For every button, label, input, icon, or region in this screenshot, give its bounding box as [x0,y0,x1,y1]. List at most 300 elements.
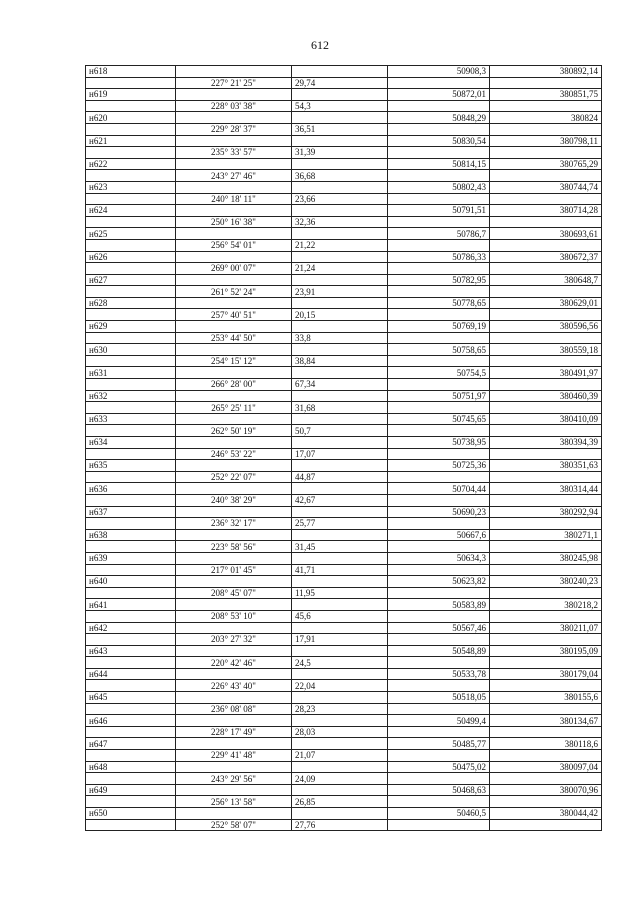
empty-cell [490,657,602,669]
empty-cell [490,402,602,414]
point-row [86,321,602,333]
empty-cell [292,437,388,449]
empty-cell [490,541,602,553]
direction-angle: 229° 28' 37" [176,123,292,135]
empty-cell [292,89,388,101]
segment-row [86,750,602,762]
point-name: н639 [86,552,176,564]
point-row [86,761,602,773]
segment-length: 17,91 [292,634,388,646]
empty-cell [176,274,292,286]
point-row [86,89,602,101]
point-row [86,297,602,309]
empty-cell [490,819,602,831]
point-x: 50667,6 [388,529,490,541]
point-row [86,715,602,727]
empty-cell [176,344,292,356]
empty-cell [490,494,602,506]
point-row [86,599,602,611]
segment-length: 20,15 [292,309,388,321]
point-name: н642 [86,622,176,634]
empty-cell [388,726,490,738]
direction-angle: 243° 27' 46" [176,170,292,182]
empty-cell [292,483,388,495]
empty-cell [176,576,292,588]
empty-cell [388,703,490,715]
point-y: 380195,09 [490,645,602,657]
empty-cell [86,402,176,414]
empty-cell [388,541,490,553]
point-row [86,529,602,541]
empty-cell [490,216,602,228]
segment-length: 17,07 [292,448,388,460]
empty-cell [86,309,176,321]
empty-cell [292,784,388,796]
segment-length: 21,07 [292,750,388,762]
point-row [86,367,602,379]
empty-cell [292,367,388,379]
segment-row [86,448,602,460]
point-name: н634 [86,437,176,449]
point-name: н635 [86,460,176,472]
segment-row [86,634,602,646]
segment-row [86,610,602,622]
empty-cell [176,808,292,820]
empty-cell [490,726,602,738]
point-x: 50814,15 [388,158,490,170]
empty-cell [292,181,388,193]
point-row [86,181,602,193]
empty-cell [292,205,388,217]
point-y: 380596,56 [490,321,602,333]
empty-cell [176,599,292,611]
point-y: 380714,28 [490,205,602,217]
point-name: н628 [86,297,176,309]
empty-cell [292,135,388,147]
point-y: 380648,7 [490,274,602,286]
segment-row [86,518,602,530]
empty-cell [490,471,602,483]
empty-cell [490,518,602,530]
direction-angle: 223° 58' 56" [176,541,292,553]
point-name: н637 [86,506,176,518]
point-name: н640 [86,576,176,588]
point-x: 50567,46 [388,622,490,634]
empty-cell [176,529,292,541]
empty-cell [388,286,490,298]
empty-cell [388,170,490,182]
empty-cell [388,634,490,646]
direction-angle: 262° 50' 19" [176,425,292,437]
empty-cell [490,796,602,808]
empty-cell [176,437,292,449]
point-name: н619 [86,89,176,101]
point-row [86,228,602,240]
point-x: 50745,65 [388,413,490,425]
point-x: 50475,02 [388,761,490,773]
point-name: н623 [86,181,176,193]
empty-cell [490,610,602,622]
segment-length: 50,7 [292,425,388,437]
empty-cell [86,170,176,182]
point-x: 50518,05 [388,692,490,704]
empty-cell [388,494,490,506]
point-x: 50758,65 [388,344,490,356]
point-row [86,622,602,634]
point-row [86,483,602,495]
empty-cell [388,773,490,785]
point-name: н636 [86,483,176,495]
empty-cell [292,460,388,472]
empty-cell [490,355,602,367]
empty-cell [292,599,388,611]
point-name: н645 [86,692,176,704]
empty-cell [176,251,292,263]
point-y: 380693,61 [490,228,602,240]
point-row [86,390,602,402]
empty-cell [86,286,176,298]
point-y: 380892,14 [490,66,602,78]
point-name: н633 [86,413,176,425]
segment-row [86,402,602,414]
segment-row [86,193,602,205]
point-row [86,66,602,78]
point-x: 50738,95 [388,437,490,449]
segment-length: 28,23 [292,703,388,715]
point-x: 50460,5 [388,808,490,820]
direction-angle: 203° 27' 32" [176,634,292,646]
empty-cell [490,634,602,646]
point-x: 50485,77 [388,738,490,750]
empty-cell [176,784,292,796]
segment-row [86,425,602,437]
empty-cell [292,622,388,634]
empty-cell [86,726,176,738]
direction-angle: 228° 17' 49" [176,726,292,738]
point-y: 380410,09 [490,413,602,425]
segment-row [86,587,602,599]
empty-cell [490,193,602,205]
empty-cell [292,344,388,356]
empty-cell [176,668,292,680]
point-name: н646 [86,715,176,727]
empty-cell [86,796,176,808]
empty-cell [86,587,176,599]
point-name: н625 [86,228,176,240]
point-name: н626 [86,251,176,263]
segment-length: 27,76 [292,819,388,831]
empty-cell [176,460,292,472]
point-row [86,576,602,588]
empty-cell [490,332,602,344]
empty-cell [388,448,490,460]
empty-cell [388,564,490,576]
empty-cell [388,657,490,669]
empty-cell [292,529,388,541]
empty-cell [176,552,292,564]
point-name: н641 [86,599,176,611]
empty-cell [388,796,490,808]
empty-cell [176,761,292,773]
point-y: 380314,44 [490,483,602,495]
segment-row [86,494,602,506]
direction-angle: 217° 01' 45" [176,564,292,576]
segment-length: 29,74 [292,77,388,89]
point-y: 380179,04 [490,668,602,680]
point-y: 380245,98 [490,552,602,564]
segment-row [86,263,602,275]
point-row [86,274,602,286]
empty-cell [292,692,388,704]
point-x: 50548,89 [388,645,490,657]
empty-cell [388,309,490,321]
empty-cell [176,158,292,170]
segment-length: 23,66 [292,193,388,205]
empty-cell [86,564,176,576]
empty-cell [176,506,292,518]
segment-length: 21,22 [292,239,388,251]
empty-cell [86,773,176,785]
empty-cell [388,471,490,483]
point-y: 380824 [490,112,602,124]
segment-length: 31,39 [292,147,388,159]
point-name: н644 [86,668,176,680]
point-x: 50782,95 [388,274,490,286]
segment-row [86,170,602,182]
point-x: 50778,65 [388,297,490,309]
segment-length: 23,91 [292,286,388,298]
point-x: 50634,3 [388,552,490,564]
point-x: 50533,78 [388,668,490,680]
point-name: н621 [86,135,176,147]
segment-length: 11,95 [292,587,388,599]
empty-cell [86,448,176,460]
segment-row [86,147,602,159]
empty-cell [292,668,388,680]
direction-angle: 208° 45' 07" [176,587,292,599]
point-y: 380292,94 [490,506,602,518]
empty-cell [292,158,388,170]
direction-angle: 240° 18' 11" [176,193,292,205]
point-row [86,135,602,147]
empty-cell [86,610,176,622]
point-name: н650 [86,808,176,820]
segment-length: 24,5 [292,657,388,669]
segment-row [86,564,602,576]
segment-length: 45,6 [292,610,388,622]
empty-cell [86,193,176,205]
point-row [86,460,602,472]
page-number: 612 [311,38,329,52]
empty-cell [86,147,176,159]
empty-cell [176,622,292,634]
segment-length: 41,71 [292,564,388,576]
segment-row [86,796,602,808]
point-y: 380097,04 [490,761,602,773]
point-y: 380240,23 [490,576,602,588]
empty-cell [388,355,490,367]
point-name: н647 [86,738,176,750]
point-y: 380070,96 [490,784,602,796]
empty-cell [490,77,602,89]
point-name: н631 [86,367,176,379]
empty-cell [292,552,388,564]
segment-length: 26,85 [292,796,388,808]
empty-cell [490,147,602,159]
empty-cell [86,425,176,437]
point-y: 380559,18 [490,344,602,356]
empty-cell [490,379,602,391]
empty-cell [86,216,176,228]
segment-row [86,332,602,344]
segment-row [86,309,602,321]
point-row [86,738,602,750]
segment-row [86,773,602,785]
direction-angle: 254° 15' 12" [176,355,292,367]
point-x: 50468,63 [388,784,490,796]
empty-cell [86,819,176,831]
empty-cell [388,819,490,831]
empty-cell [86,332,176,344]
empty-cell [388,77,490,89]
empty-cell [292,274,388,286]
empty-cell [86,379,176,391]
direction-angle: 266° 28' 00" [176,379,292,391]
point-y: 380134,67 [490,715,602,727]
empty-cell [176,645,292,657]
point-y: 380044,42 [490,808,602,820]
point-row [86,158,602,170]
empty-cell [86,263,176,275]
empty-cell [292,390,388,402]
empty-cell [86,680,176,692]
point-name: н648 [86,761,176,773]
empty-cell [388,216,490,228]
segment-length: 21,24 [292,263,388,275]
empty-cell [86,518,176,530]
direction-angle: 208° 53' 10" [176,610,292,622]
point-x: 50725,36 [388,460,490,472]
point-row [86,205,602,217]
point-row [86,437,602,449]
segment-length: 36,51 [292,123,388,135]
point-name: н622 [86,158,176,170]
segment-length: 42,67 [292,494,388,506]
empty-cell [490,263,602,275]
point-x: 50499,4 [388,715,490,727]
empty-cell [86,100,176,112]
segment-row [86,239,602,251]
direction-angle: 240° 38' 29" [176,494,292,506]
point-row [86,344,602,356]
empty-cell [176,297,292,309]
empty-cell [490,123,602,135]
empty-cell [292,576,388,588]
direction-angle: 246° 53' 22" [176,448,292,460]
segment-row [86,541,602,553]
empty-cell [292,321,388,333]
segment-length: 22,04 [292,680,388,692]
point-x: 50754,5 [388,367,490,379]
empty-cell [292,297,388,309]
empty-cell [176,135,292,147]
point-row [86,552,602,564]
point-x: 50802,43 [388,181,490,193]
direction-angle: 220° 42' 46" [176,657,292,669]
empty-cell [388,147,490,159]
empty-cell [388,425,490,437]
direction-angle: 252° 58' 07" [176,819,292,831]
empty-cell [388,402,490,414]
point-row [86,808,602,820]
empty-cell [490,286,602,298]
point-x: 50791,51 [388,205,490,217]
point-x: 50786,33 [388,251,490,263]
direction-angle: 253° 44' 50" [176,332,292,344]
direction-angle: 243° 29' 56" [176,773,292,785]
empty-cell [388,263,490,275]
empty-cell [388,518,490,530]
segment-length: 28,03 [292,726,388,738]
segment-length: 36,68 [292,170,388,182]
point-name: н618 [86,66,176,78]
segment-length: 67,34 [292,379,388,391]
empty-cell [86,634,176,646]
empty-cell [388,587,490,599]
point-y: 380765,29 [490,158,602,170]
direction-angle: 256° 54' 01" [176,239,292,251]
segment-row [86,726,602,738]
empty-cell [176,66,292,78]
empty-cell [490,680,602,692]
point-name: н638 [86,529,176,541]
empty-cell [490,170,602,182]
segment-length: 44,87 [292,471,388,483]
point-y: 380211,07 [490,622,602,634]
point-name: н630 [86,344,176,356]
empty-cell [176,390,292,402]
empty-cell [86,471,176,483]
empty-cell [176,89,292,101]
empty-cell [176,715,292,727]
empty-cell [176,228,292,240]
empty-cell [292,66,388,78]
empty-cell [292,715,388,727]
point-x: 50769,19 [388,321,490,333]
point-row [86,784,602,796]
segment-length: 38,84 [292,355,388,367]
direction-angle: 261° 52' 24" [176,286,292,298]
direction-angle: 227° 21' 25" [176,77,292,89]
segment-row [86,703,602,715]
empty-cell [176,413,292,425]
empty-cell [490,309,602,321]
empty-cell [490,448,602,460]
empty-cell [86,703,176,715]
point-x: 50786,7 [388,228,490,240]
empty-cell [490,425,602,437]
empty-cell [176,692,292,704]
point-name: н624 [86,205,176,217]
empty-cell [292,738,388,750]
point-name: н629 [86,321,176,333]
direction-angle: 229° 41' 48" [176,750,292,762]
point-y: 380271,1 [490,529,602,541]
point-y: 380629,01 [490,297,602,309]
point-y: 380118,6 [490,738,602,750]
empty-cell [490,750,602,762]
empty-cell [388,332,490,344]
